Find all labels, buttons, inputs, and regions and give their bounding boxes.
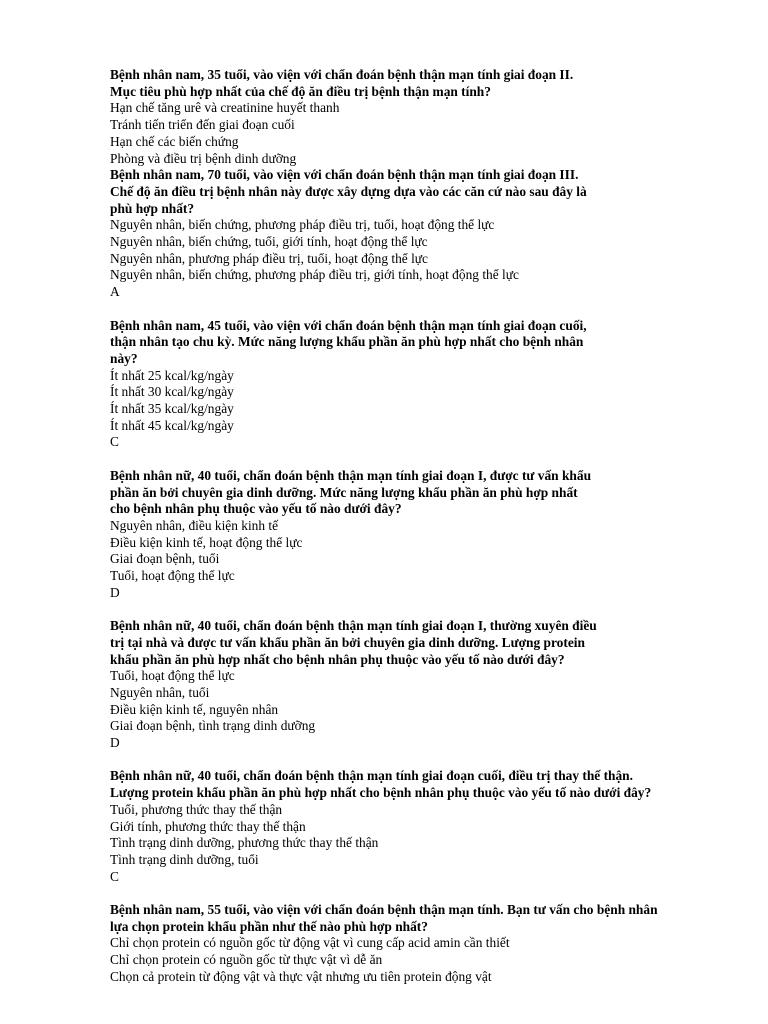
answer-option: Hạn chế tăng urê và creatinine huyết thanh — [110, 100, 340, 116]
question-block — [110, 618, 720, 752]
answer-option: Hạn chế các biến chứng — [110, 133, 239, 149]
answer-key: D — [110, 584, 120, 600]
question-stem-line: Bệnh nhân nữ, 40 tuổi, chẩn đoán bệnh thận mạn tính giai đoạn I, được tư vấn khẩu — [110, 467, 592, 483]
answer-option: Giai đoạn bệnh, tuổi — [110, 551, 220, 567]
answer-option: Nguyên nhân, biến chứng, phương pháp điều trị, giới tính, hoạt động thể lực — [110, 267, 519, 283]
answer-option: Chỉ chọn protein có nguồn gốc từ động vật vì cung cấp acid amin cần thiết — [110, 935, 510, 951]
answer-option: Nguyên nhân, tuổi — [110, 684, 210, 700]
spacer — [110, 885, 720, 902]
spacer — [110, 451, 720, 468]
answer-option: Nguyên nhân, điều kiện kinh tế — [110, 517, 279, 533]
answer-key: C — [110, 868, 119, 884]
document-page — [110, 67, 720, 986]
answer-option: Ít nhất 30 kcal/kg/ngày — [110, 384, 234, 400]
spacer — [110, 601, 720, 618]
answer-option: Tình trạng dinh dưỡng, tuổi — [110, 851, 259, 867]
question-block — [110, 67, 720, 167]
question-stem-line: Chế độ ăn điều trị bệnh nhân này được xây dựng dựa vào các căn cứ nào sau đây là — [110, 183, 587, 199]
question-stem-line: Bệnh nhân nam, 55 tuổi, vào viện với chẩn đoán bệnh thận mạn tính. Bạn tư vấn cho bệnh nhân — [110, 902, 658, 918]
question-stem-line: thận nhân tạo chu kỳ. Mức năng lượng khẩu phần ăn phù hợp nhất cho bệnh nhân — [110, 334, 584, 350]
answer-option: Tình trạng dinh dưỡng, phương thức thay thế thận — [110, 835, 379, 851]
answer-option: Chọn cả protein từ động vật và thực vật nhưng ưu tiên protein động vật — [110, 968, 492, 984]
question-block — [110, 167, 720, 301]
question-stem-line: phần ăn bởi chuyên gia dinh dưỡng. Mức năng lượng khẩu phần ăn phù hợp nhất — [110, 484, 578, 500]
answer-option: Tránh tiến triển đến giai đoạn cuối — [110, 117, 295, 133]
question-block — [110, 318, 720, 452]
question-stem-line: Bệnh nhân nam, 35 tuổi, vào viện với chẩn đoán bệnh thận mạn tính giai đoạn II. — [110, 67, 574, 82]
spacer — [110, 301, 720, 318]
answer-option: Ít nhất 35 kcal/kg/ngày — [110, 401, 234, 417]
question-stem-line: Bệnh nhân nữ, 40 tuổi, chẩn đoán bệnh thận mạn tính giai đoạn I, thường xuyên điều — [110, 618, 597, 634]
question-stem-line: Mục tiêu phù hợp nhất của chế độ ăn điều trị bệnh thận mạn tính? — [110, 83, 491, 99]
spacer — [110, 752, 720, 769]
question-stem-line: trị tại nhà và được tư vấn khẩu phần ăn bởi chuyên gia dinh dưỡng. Lượng protein — [110, 634, 585, 650]
answer-option: Điều kiện kinh tế, nguyên nhân — [110, 701, 279, 717]
question-stem-line: Bệnh nhân nữ, 40 tuổi, chẩn đoán bệnh thận mạn tính giai đoạn cuối, điều trị thay thế thận. — [110, 768, 633, 784]
question-stem-line: khẩu phần ăn phù hợp nhất cho bệnh nhân phụ thuộc vào yếu tố nào dưới đây? — [110, 651, 565, 667]
question-stem-line: Bệnh nhân nam, 45 tuổi, vào viện với chẩn đoán bệnh thận mạn tính giai đoạn cuối, — [110, 317, 587, 333]
answer-key: C — [110, 434, 119, 450]
answer-option: Nguyên nhân, phương pháp điều trị, tuổi, hoạt động thể lực — [110, 250, 428, 266]
answer-option: Phòng và điều trị bệnh dinh dưỡng — [110, 150, 297, 166]
answer-option: Nguyên nhân, biến chứng, tuổi, giới tính, hoạt động thể lực — [110, 234, 428, 250]
question-block — [110, 468, 720, 602]
question-stem-line: cho bệnh nhân phụ thuộc vào yếu tố nào dưới đây? — [110, 501, 402, 517]
answer-option: Tuổi, phương thức thay thế thận — [110, 801, 283, 817]
answer-option: Nguyên nhân, biến chứng, phương pháp điều trị, tuổi, hoạt động thể lực — [110, 217, 495, 233]
answer-option: Điều kiện kinh tế, hoạt động thể lực — [110, 534, 303, 550]
answer-option: Chỉ chọn protein có nguồn gốc từ thực vật vì dễ ăn — [110, 952, 383, 968]
question-stem-line: Lượng protein khẩu phần ăn phù hợp nhất cho bệnh nhân phụ thuộc vào yếu tố nào dưới đây? — [110, 785, 652, 801]
question-stem-line: phù hợp nhất? — [110, 200, 195, 216]
answer-key: A — [110, 284, 120, 300]
answer-option: Giai đoạn bệnh, tình trạng dinh dưỡng — [110, 718, 316, 734]
question-stem-line: Bệnh nhân nam, 70 tuổi, vào viện với chẩn đoán bệnh thận mạn tính giai đoạn III. — [110, 167, 579, 183]
answer-option: Tuổi, hoạt động thể lực — [110, 568, 235, 584]
question-stem-line: này? — [110, 350, 138, 366]
answer-option: Ít nhất 45 kcal/kg/ngày — [110, 417, 234, 433]
question-block — [110, 902, 720, 986]
answer-option: Tuổi, hoạt động thể lực — [110, 668, 235, 684]
answer-option: Giới tính, phương thức thay thế thận — [110, 818, 306, 834]
question-stem-line: lựa chọn protein khẩu phần như thế nào phù hợp nhất? — [110, 918, 428, 934]
question-block — [110, 768, 720, 885]
answer-option: Ít nhất 25 kcal/kg/ngày — [110, 367, 234, 383]
answer-key: D — [110, 735, 120, 751]
